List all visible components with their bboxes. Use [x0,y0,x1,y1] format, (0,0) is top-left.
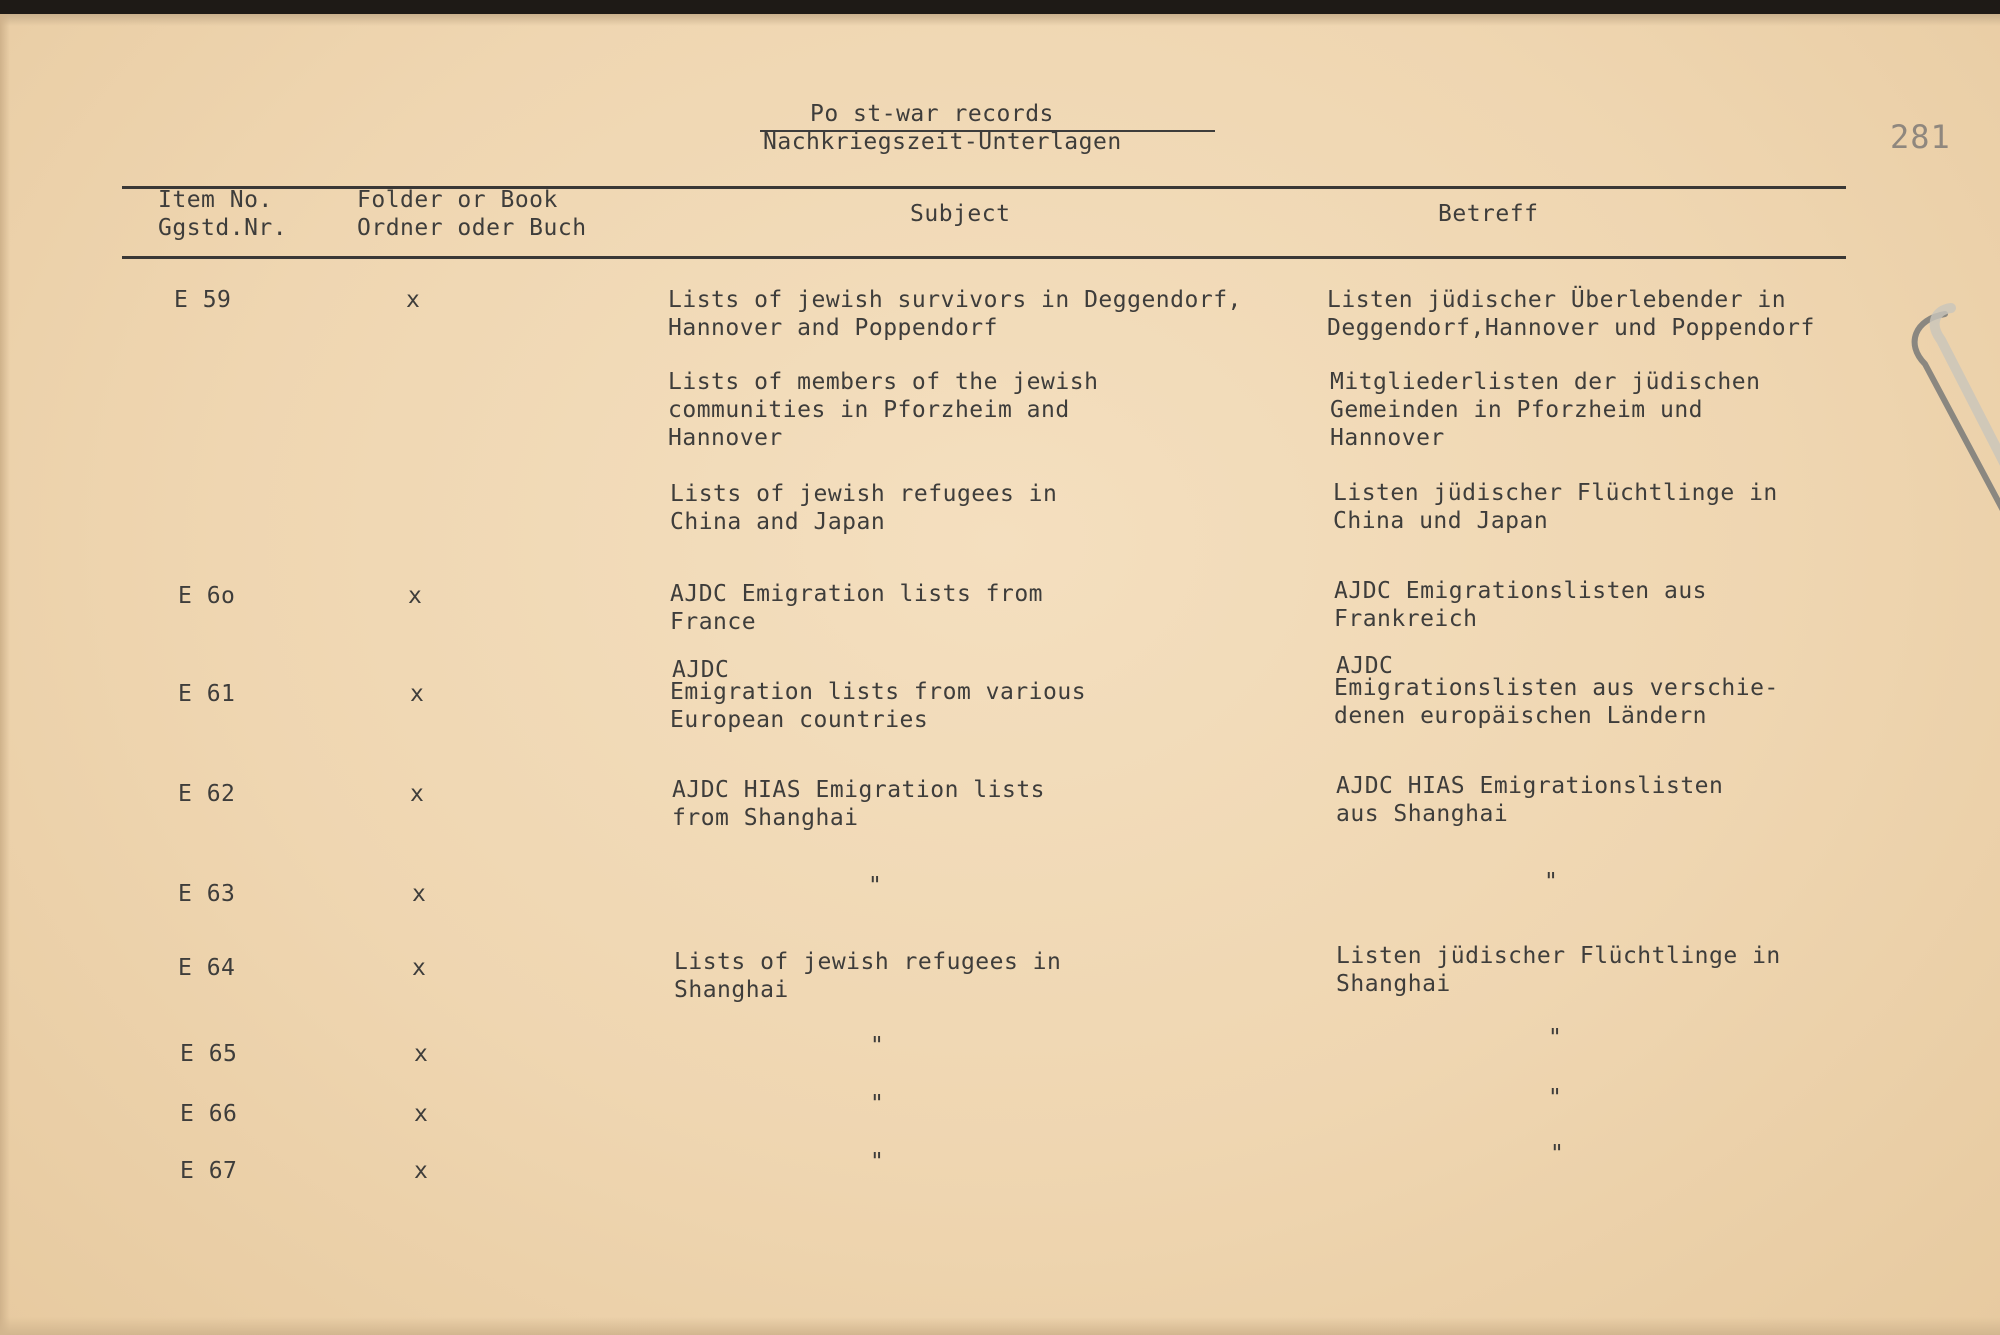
folder-mark: x [408,583,423,609]
item-number: E 6o [178,583,236,609]
column-header-item-en: Item No. [158,187,273,213]
item-number: E 66 [180,1101,238,1127]
page-top-edge [0,14,2000,26]
ditto-mark: " [870,1033,885,1059]
betreff-text: AJDC Emigrationslisten aus Frankreich [1334,578,1708,632]
folder-mark: x [414,1101,429,1127]
column-header-subject: Subject [910,201,1011,227]
subject-text: Lists of members of the jewish communities in Pforzheim and Hannover [668,369,1099,451]
item-number: E 62 [178,781,236,807]
subject-text: Lists of jewish refugees in Shanghai [674,949,1062,1003]
item-number: E 59 [174,287,232,313]
paperclip-icon [1905,284,2000,524]
column-header-folder-en: Folder or Book [357,187,558,213]
folder-mark: x [414,1041,429,1067]
ditto-mark: " [1544,869,1559,895]
subject-text: Lists of jewish refugees in China and Japan [670,481,1058,535]
betreff-text: Listen jüdischer Flüchtlinge in Shanghai [1336,943,1781,997]
ditto-mark: " [868,873,883,899]
ditto-mark: " [1548,1085,1563,1111]
folder-mark: x [410,781,425,807]
folder-mark: x [410,681,425,707]
folder-mark: x [414,1158,429,1184]
subject-prefix: AJDC [672,657,730,683]
item-number: E 67 [180,1158,238,1184]
item-number: E 65 [180,1041,238,1067]
column-header-item-de: Ggstd.Nr. [158,215,288,241]
ditto-mark: " [1550,1141,1565,1167]
typewritten-page [0,14,2000,1335]
column-header-betreff: Betreff [1438,201,1539,227]
betreff-text: Emigrationslisten aus verschie- denen europäischen Ländern [1334,675,1779,729]
title-german: Nachkriegszeit-Unterlagen [763,129,1122,155]
betreff-prefix: AJDC [1336,653,1394,679]
title-english: Po st-war records [810,101,1054,127]
header-bottom-rule [122,256,1846,259]
subject-text: AJDC HIAS Emigration lists from Shanghai [672,777,1046,831]
ditto-mark: " [870,1149,885,1175]
folder-mark: x [406,287,421,313]
betreff-text: Listen jüdischer Flüchtlinge in China und Japan [1333,480,1778,534]
ditto-mark: " [870,1091,885,1117]
page-left-edge [0,14,10,1335]
item-number: E 61 [178,681,236,707]
folder-mark: x [412,881,427,907]
betreff-text: Mitgliederlisten der jüdischen Gemeinden in Pforzheim und Hannover [1330,369,1761,451]
subject-text: AJDC Emigration lists from France [670,581,1044,635]
page-bottom-edge [0,1317,2000,1335]
column-header-folder-de: Ordner oder Buch [357,215,587,241]
betreff-text: Listen jüdischer Überlebender in Deggendorf,Hannover und Poppendorf [1327,287,1815,341]
item-number: E 64 [178,955,236,981]
page-number: 281 [1890,118,1951,156]
betreff-text: AJDC HIAS Emigrationslisten aus Shanghai [1336,773,1724,827]
folder-mark: x [412,955,427,981]
subject-text: Lists of jewish survivors in Deggendorf, Hannover and Poppendorf [668,287,1242,341]
subject-text: Emigration lists from various European countries [670,679,1087,733]
item-number: E 63 [178,881,236,907]
ditto-mark: " [1548,1025,1563,1051]
